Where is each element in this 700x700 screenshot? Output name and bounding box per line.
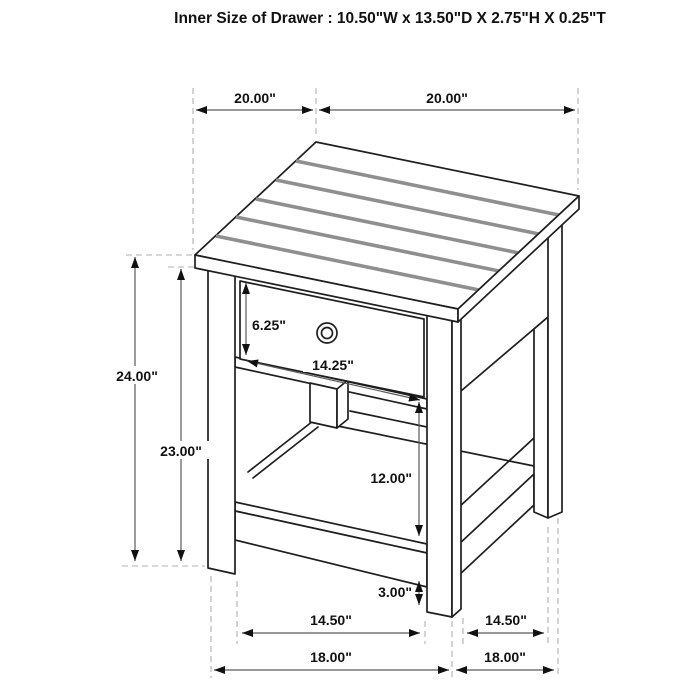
table-drawing [195, 142, 579, 617]
dim-label-top-depth: 20.00" [234, 90, 276, 106]
back-right-leg [534, 317, 548, 518]
dim-label-front-leg-span: 14.50" [310, 612, 352, 628]
dim-label-front-width: 18.00" [310, 649, 352, 665]
front-right-leg-side [452, 310, 461, 617]
lower-shelf [235, 438, 534, 587]
dim-label-side-depth: 18.00" [484, 649, 526, 665]
dim-label-drawer-width: 14.25" [312, 357, 354, 373]
dim-label-drawer-height: 6.25" [252, 317, 286, 333]
dim-label-height-under-top: 23.00" [160, 443, 202, 459]
center-glide-side [337, 380, 348, 428]
dim-label-overall-height: 24.00" [116, 368, 158, 384]
center-glide-front [310, 383, 337, 428]
shelf-interior-edges [248, 411, 534, 478]
shelf-side-apron [458, 474, 534, 576]
dim-label-shelf-bottom-height: 3.00" [378, 584, 412, 600]
diagram-title: Inner Size of Drawer : 10.50"W x 13.50"D X 2.75"H X 0.25"T [174, 10, 606, 27]
dim-label-shelf-clearance: 12.00" [370, 470, 412, 486]
back-right-leg-side [548, 213, 562, 518]
front-left-leg [208, 268, 235, 574]
dim-label-top-width: 20.00" [426, 90, 468, 106]
dim-label-side-leg-span: 14.50" [485, 612, 527, 628]
front-right-leg [427, 313, 452, 617]
